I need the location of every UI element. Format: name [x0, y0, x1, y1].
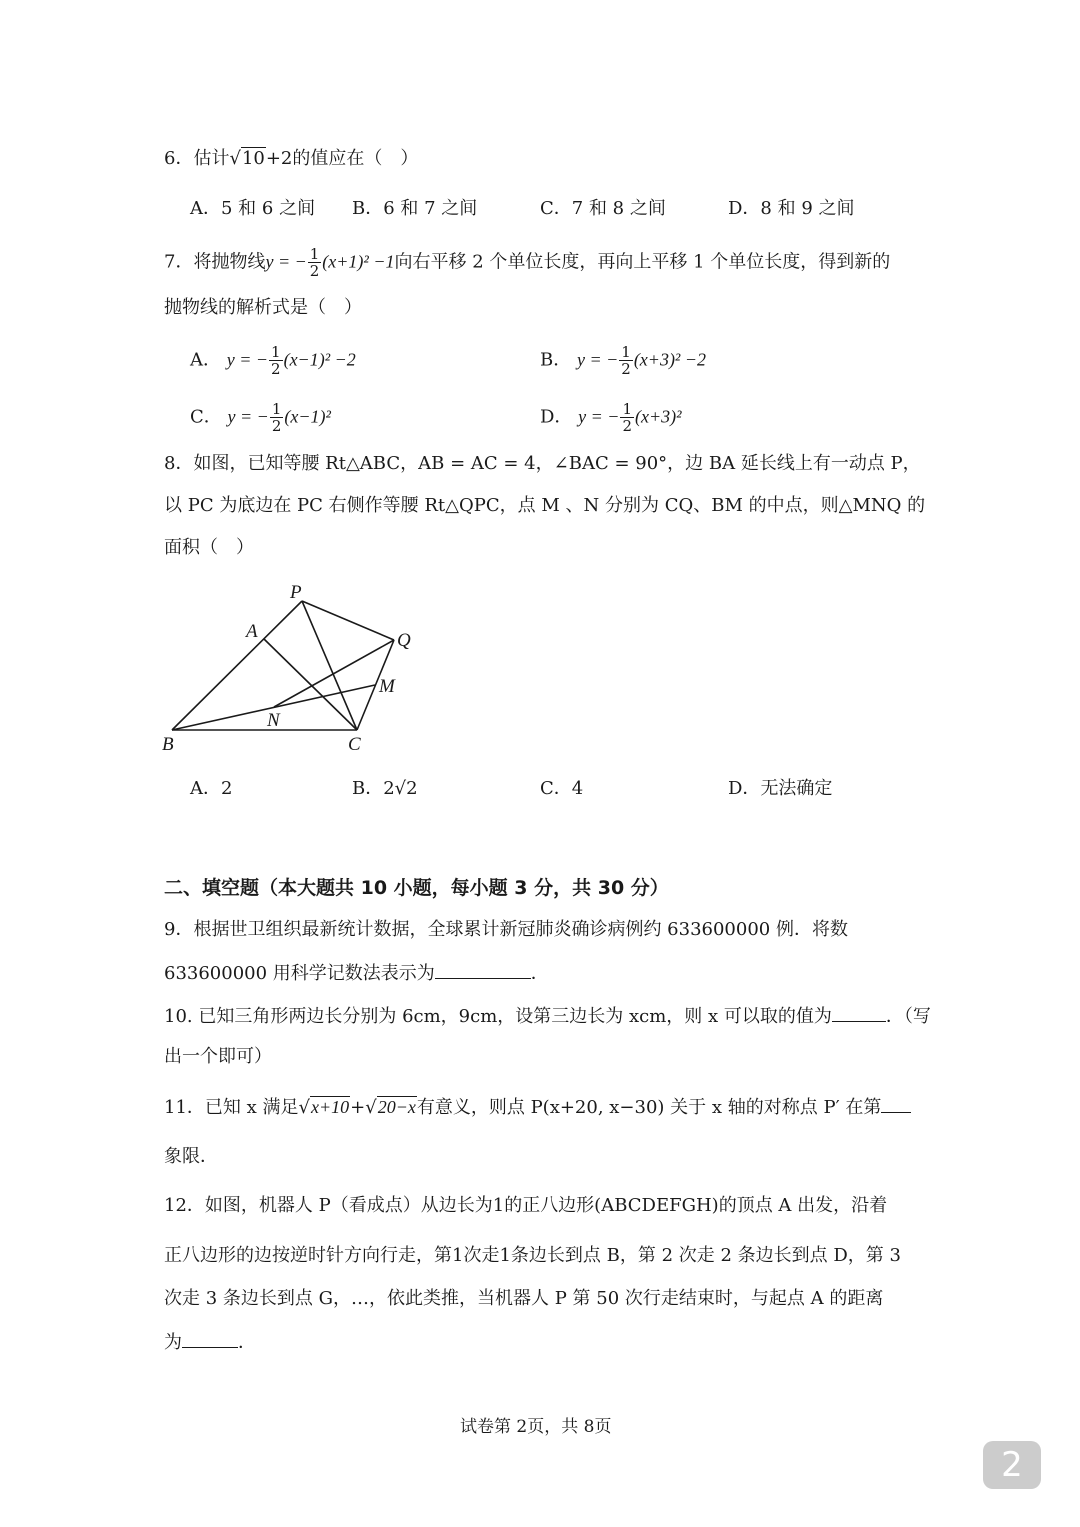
q10-line1-end: ．（写	[885, 1006, 931, 1027]
opt-value: 4	[571, 778, 584, 799]
q9-answer-blank	[435, 960, 531, 979]
question-8-line-2: 以 PC 为底边在 PC 右侧作等腰 Rt△QPC，点 M 、N 分别为 CQ、BM 的中点，则△MNQ 的	[164, 495, 926, 516]
label-a: A	[246, 621, 258, 642]
q12-answer-blank	[182, 1329, 238, 1348]
opt-label: D．	[728, 778, 761, 799]
q7-expr-rest: (x+1)² −1	[322, 251, 395, 272]
frac-den: 2	[271, 417, 282, 435]
opt-value: 2	[221, 778, 233, 799]
q7-frac-den: 2	[309, 262, 320, 280]
q11-answer-blank	[881, 1094, 911, 1113]
q7-opt-a-rest: (x−1)² −2	[283, 349, 356, 370]
question-11-line-2: 象限．	[164, 1146, 218, 1167]
q11-radicand-1: x+10	[310, 1097, 350, 1117]
q6-suffix: +2的值应在（ ）	[265, 148, 419, 169]
q7-option-a	[190, 344, 356, 377]
q7-line1-suffix: 向右平移 2 个单位长度，再向上平移 1 个单位长度，得到新的	[394, 251, 891, 273]
q6-prefix: 估计	[193, 148, 230, 169]
opt-label: B．	[352, 778, 384, 799]
question-12-line-4	[164, 1329, 256, 1355]
q7-fraction	[308, 246, 322, 279]
q7-opt-d-rest: (x+3)²	[635, 406, 682, 427]
q7-frac-num: 1	[309, 245, 320, 263]
q7-prefix: 将抛物线	[193, 251, 266, 273]
frac-den: 2	[271, 360, 281, 378]
q11-text-b: 有意义，则点 P(x+20, x−30) 关于 x 轴的对称点 P′ 在第	[416, 1097, 882, 1118]
q6-option-b: B．6 和 7 之间	[352, 198, 478, 219]
q7-number: 7．	[164, 251, 194, 273]
question-9-line-2	[164, 960, 549, 986]
q12-line4-end: ．	[238, 1332, 256, 1353]
question-7-line-1	[164, 246, 890, 279]
opt-value: 无法确定	[760, 778, 833, 799]
label-p: P	[290, 582, 302, 603]
frac-num: 1	[622, 400, 633, 418]
q11-plus: +	[350, 1097, 366, 1118]
q8-option-a	[190, 777, 232, 801]
question-12-line-2: 正八边形的边按逆时针方向行走，第1次走1条边长到点 B，第 2 次走 2 条边长到点 D，第 3	[164, 1245, 901, 1266]
q8-option-c	[540, 777, 583, 801]
q7-opt-b-frac	[619, 344, 633, 377]
question-12-line-3: 次走 3 条边长到点 G，…，依此类推，当机器人 P 第 50 次行走结束时，与起点 A 的距离	[164, 1288, 884, 1309]
frac-num: 1	[271, 343, 281, 361]
q7-opt-c-y: y = −	[227, 406, 269, 427]
q8-geometry-figure	[150, 570, 450, 760]
frac-num: 1	[271, 400, 282, 418]
q6-option-c: C．7 和 8 之间	[540, 198, 666, 219]
q9-line2-end: ．	[530, 963, 549, 984]
q6-number: 6．	[164, 148, 194, 169]
q11-radicand-2: 20−x	[377, 1097, 416, 1117]
question-7-line-2: 抛物线的解析式是（ ）	[164, 297, 362, 318]
q7-opt-c-frac	[270, 401, 284, 434]
q7-opt-b-label: B．	[540, 349, 572, 371]
q7-opt-b-rest: (x+3)² −2	[633, 349, 706, 370]
q7-opt-d-y: y = −	[578, 406, 620, 427]
question-6: 6．估计√10+2的值应在（ ）	[164, 148, 419, 169]
q7-opt-c-label: C．	[190, 406, 222, 428]
q7-expr-y: y = −	[265, 251, 307, 272]
q7-opt-a-label: A．	[190, 349, 221, 371]
frac-den: 2	[622, 417, 633, 435]
page-footer: 试卷第 2页，共 8页	[460, 1417, 612, 1437]
q12-line4-text: 为	[164, 1332, 182, 1353]
q7-opt-b-y: y = −	[576, 349, 619, 370]
section-heading-fill-in: 二、填空题（本大题共 10 小题，每小题 3 分，共 30 分）	[164, 877, 669, 899]
q7-opt-c-rest: (x−1)²	[284, 406, 331, 427]
q8-option-d	[728, 777, 832, 801]
label-c: C	[348, 734, 361, 755]
opt-label: A．	[190, 778, 221, 799]
q7-option-b	[540, 344, 706, 377]
q8-option-b	[352, 777, 418, 801]
opt-value: 2√2	[383, 778, 418, 799]
frac-num: 1	[621, 343, 631, 361]
question-11-line-1: 11．已知 x 满足√x+10+√20−x有意义，则点 P(x+20, x−30) 关于 x 轴的对称点 P′ 在第	[164, 1094, 911, 1120]
q7-opt-a-frac	[269, 344, 283, 377]
q10-answer-blank	[832, 1003, 886, 1022]
label-m: M	[379, 676, 395, 697]
q10-line1-text: 10. 已知三角形两边长分别为 6cm，9cm，设第三边长为 xcm，则 x 可以取的值为	[164, 1006, 832, 1027]
q7-option-d	[540, 401, 682, 434]
q11-text-a: 11．已知 x 满足	[164, 1097, 299, 1118]
q7-opt-a-y: y = −	[226, 349, 269, 370]
question-10-line-1	[164, 1003, 931, 1029]
page-number-badge[interactable]: 2	[983, 1441, 1041, 1489]
q7-opt-d-label: D．	[540, 406, 573, 428]
q7-opt-d-frac	[620, 401, 634, 434]
q6-option-a: A．5 和 6 之间	[190, 198, 316, 219]
label-b: B	[162, 734, 174, 755]
question-8-line-1: 8．如图，已知等腰 Rt△ABC，AB = AC = 4，∠BAC = 90°，边 BA 延长线上有一动点 P，	[164, 453, 921, 474]
question-8-line-3: 面积（ ）	[164, 537, 254, 558]
question-12-line-1: 12．如图，机器人 P（看成点）从边长为1的正八边形(ABCDEFGH)的顶点 A 出发，沿着	[164, 1195, 888, 1216]
q6-option-d: D．8 和 9 之间	[728, 198, 855, 219]
opt-label: C．	[540, 778, 572, 799]
label-n: N	[267, 710, 280, 731]
label-q: Q	[397, 630, 411, 651]
q9-line2-text: 633600000 用科学记数法表示为	[164, 963, 435, 984]
q7-option-c	[190, 401, 331, 434]
question-10-line-2: 出一个即可）	[164, 1046, 272, 1067]
question-9-line-1: 9．根据世卫组织最新统计数据，全球累计新冠肺炎确诊病例约 633600000 例．将数	[164, 919, 848, 940]
frac-den: 2	[621, 360, 631, 378]
q6-radicand: 10	[241, 148, 265, 169]
